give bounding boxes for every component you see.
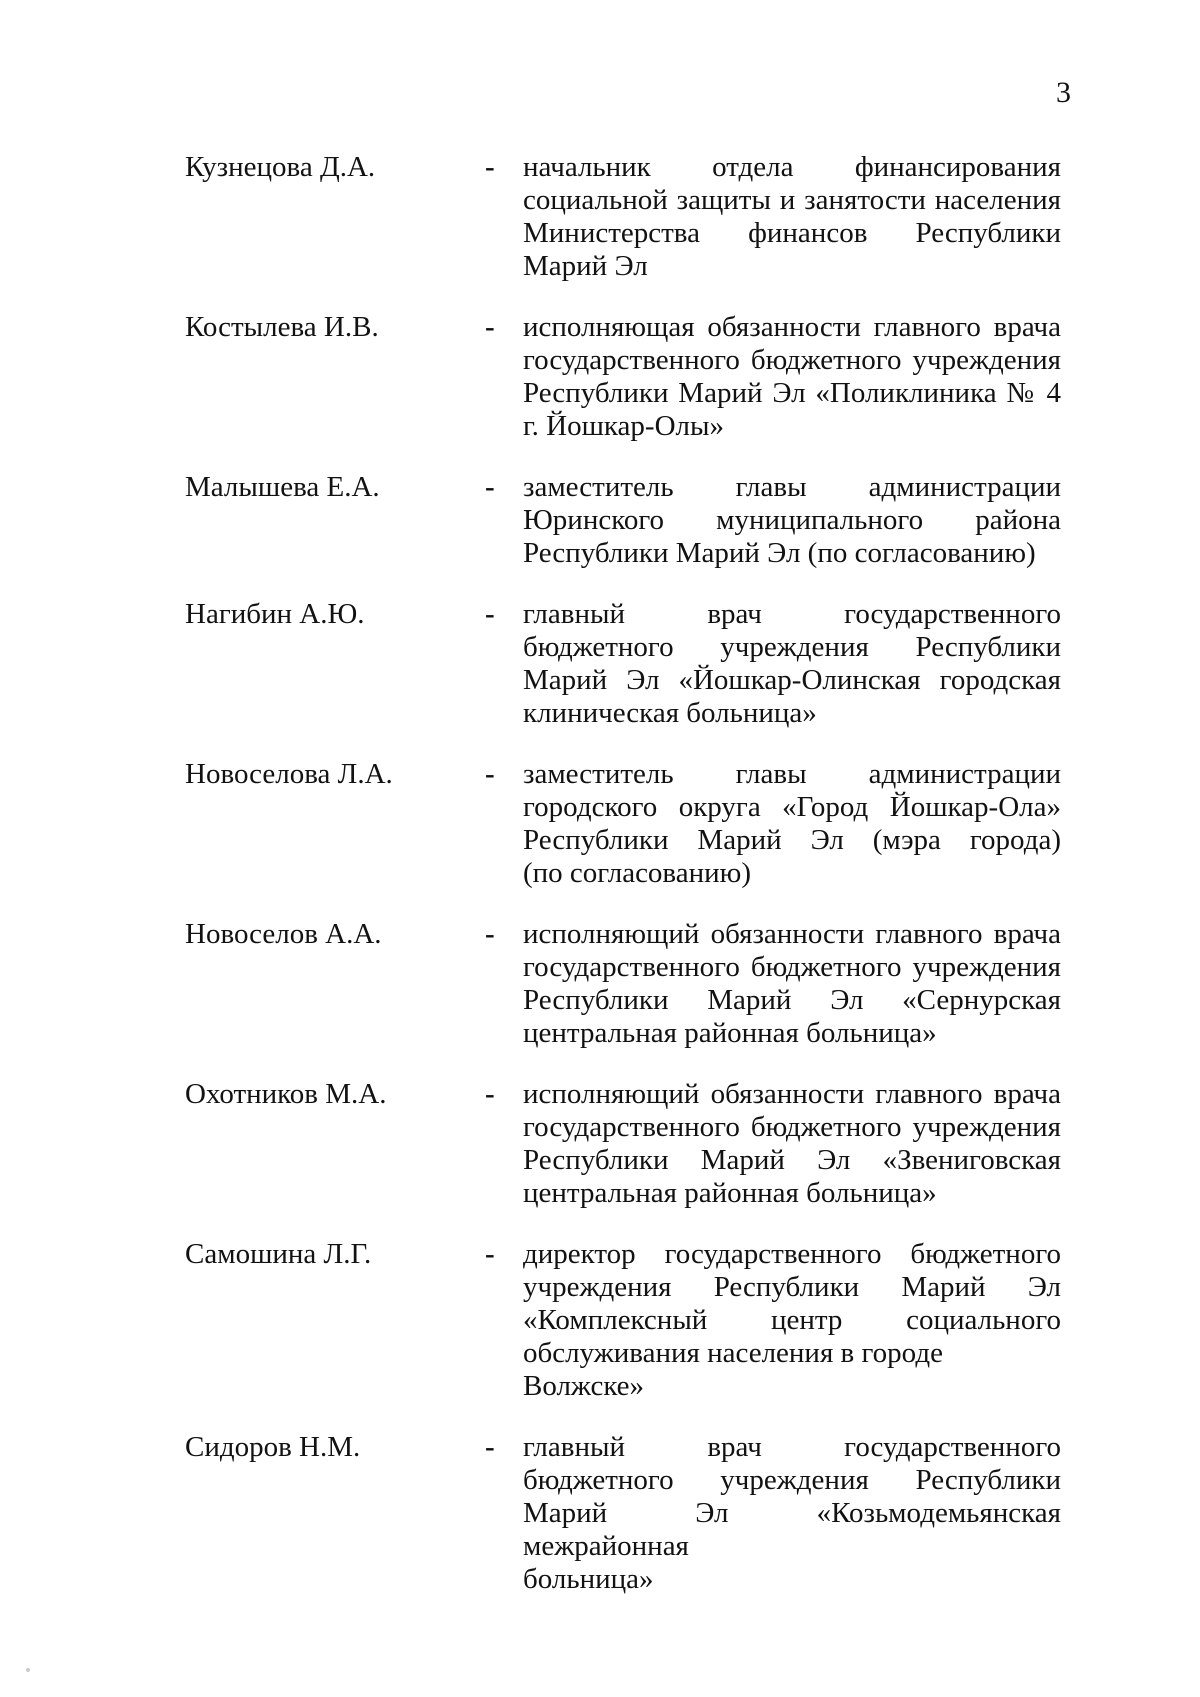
description-line: центральная районная больница» xyxy=(523,1177,937,1209)
person-name: Охотников М.А. xyxy=(185,1078,387,1110)
position-description xyxy=(523,598,1061,730)
person-name: Новоселов А.А. xyxy=(185,918,382,950)
position-description xyxy=(523,471,1061,570)
description-line: исполняющий обязанности главного врача xyxy=(523,1078,1061,1110)
description-line: Республики Марий Эл «Сернурская xyxy=(523,984,1061,1016)
list-item xyxy=(185,151,1061,283)
description-line: Марий Эл «Козьмодемьянская межрайонная xyxy=(523,1497,1061,1562)
list-item xyxy=(185,758,1061,890)
list-item xyxy=(185,1431,1061,1596)
person-name: Сидоров Н.М. xyxy=(185,1431,361,1463)
description-line: обслуживания населения в городе Волжске» xyxy=(523,1337,943,1402)
description-line: Республики Марий Эл (по согласованию) xyxy=(523,537,1036,569)
separator-dash: - xyxy=(485,918,495,950)
list-item xyxy=(185,311,1061,443)
description-line: Марий Эл xyxy=(523,250,648,282)
list-item xyxy=(185,1238,1061,1403)
list-item xyxy=(185,598,1061,730)
description-line: (по согласованию) xyxy=(523,857,751,889)
description-line: бюджетного учреждения Республики xyxy=(523,1464,1061,1496)
person-name: Самошина Л.Г. xyxy=(185,1238,372,1270)
position-description xyxy=(523,758,1061,890)
position-description xyxy=(523,151,1061,283)
position-description xyxy=(523,1078,1061,1210)
separator-dash: - xyxy=(485,311,495,343)
description-line: исполняющая обязанности главного врача xyxy=(523,311,1061,343)
description-line: Республики Марий Эл «Звениговская xyxy=(523,1144,1061,1176)
description-line: бюджетного учреждения Республики xyxy=(523,631,1061,663)
description-line: заместитель главы администрации xyxy=(523,758,1061,790)
description-line: государственного бюджетного учреждения xyxy=(523,1111,1061,1143)
separator-dash: - xyxy=(485,758,495,790)
description-line: директор государственного бюджетного xyxy=(523,1238,1061,1270)
entries-list xyxy=(185,151,1061,1624)
separator-dash: - xyxy=(485,598,495,630)
description-line: заместитель главы администрации xyxy=(523,471,1061,503)
description-line: Министерства финансов Республики xyxy=(523,217,1061,249)
description-line: клиническая больница» xyxy=(523,697,817,729)
person-name: Кузнецова Д.А. xyxy=(185,151,376,183)
separator-dash: - xyxy=(485,151,495,183)
description-line: Республики Марий Эл «Поликлиника № 4 xyxy=(523,377,1061,409)
person-name: Нагибин А.Ю. xyxy=(185,598,365,630)
separator-dash: - xyxy=(485,1078,495,1110)
description-line: городского округа «Город Йошкар-Ола» xyxy=(523,791,1061,823)
description-line: Республики Марий Эл (мэра города) xyxy=(523,824,1061,856)
list-item xyxy=(185,1078,1061,1210)
description-line: социальной защиты и занятости населения xyxy=(523,184,1061,216)
position-description xyxy=(523,1238,1061,1403)
person-name: Малышева Е.А. xyxy=(185,471,380,503)
description-line: учреждения Республики Марий Эл xyxy=(523,1271,1061,1303)
description-line: больница» xyxy=(523,1563,654,1595)
separator-dash: - xyxy=(485,1238,495,1270)
page-number: 3 xyxy=(1056,76,1071,109)
position-description xyxy=(523,1431,1061,1596)
separator-dash: - xyxy=(485,471,495,503)
description-line: государственного бюджетного учреждения xyxy=(523,951,1061,983)
separator-dash: - xyxy=(485,1431,495,1463)
position-description xyxy=(523,311,1061,443)
person-name: Костылева И.В. xyxy=(185,311,379,343)
description-line: Юринского муниципального района xyxy=(523,504,1061,536)
description-line: центральная районная больница» xyxy=(523,1017,937,1049)
description-line: государственного бюджетного учреждения xyxy=(523,344,1061,376)
list-item xyxy=(185,471,1061,570)
person-name: Новоселова Л.А. xyxy=(185,758,393,790)
description-line: исполняющий обязанности главного врача xyxy=(523,918,1061,950)
description-line: начальник отдела финансирования xyxy=(523,151,1061,183)
description-line: Марий Эл «Йошкар-Олинская городская xyxy=(523,664,1061,696)
description-line: главный врач государственного xyxy=(523,598,1061,630)
description-line: главный врач государственного xyxy=(523,1431,1061,1463)
description-line: «Комплексный центр социального xyxy=(523,1304,1061,1336)
scan-artifact-dot xyxy=(26,1668,30,1672)
description-line: г. Йошкар-Олы» xyxy=(523,410,724,442)
list-item xyxy=(185,918,1061,1050)
position-description xyxy=(523,918,1061,1050)
